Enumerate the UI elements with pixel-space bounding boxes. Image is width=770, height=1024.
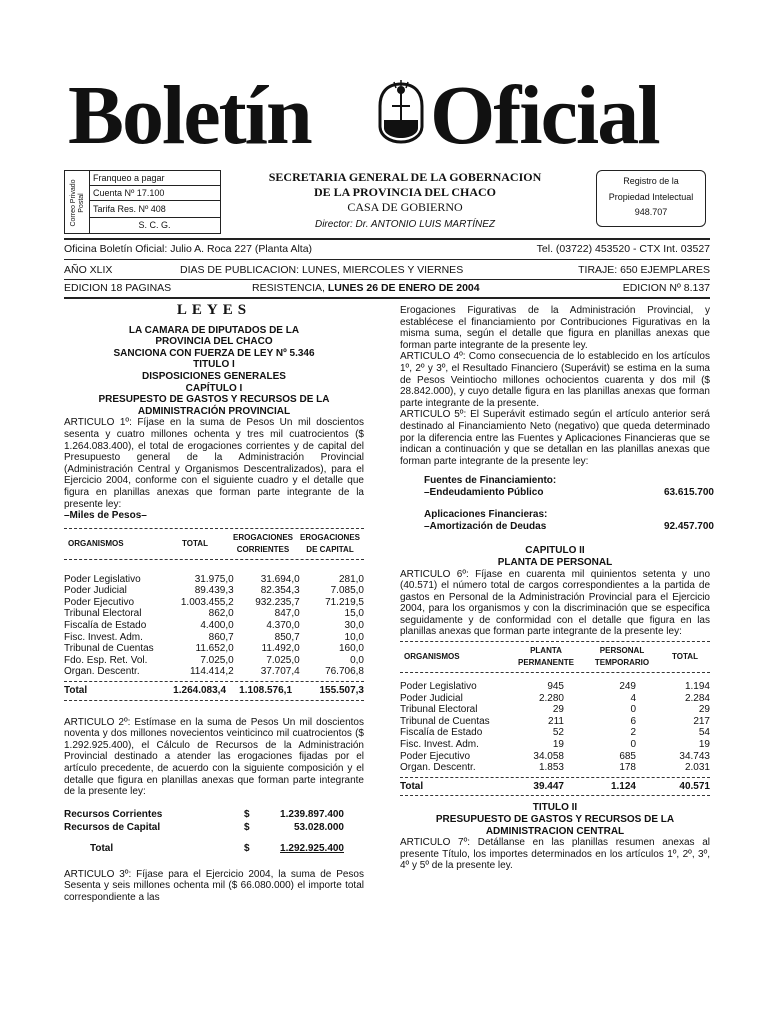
row-value: 860,7 — [208, 631, 234, 643]
law-heading: ADMINISTRACIÓN PROVINCIAL — [137, 405, 291, 417]
title-heading: TITULO II — [532, 802, 578, 814]
divider — [400, 641, 710, 642]
table-row — [400, 751, 710, 763]
table-row — [400, 693, 710, 705]
row-label: Tribunal de Cuentas — [400, 715, 490, 727]
row-value: 19 — [552, 739, 564, 751]
divider — [64, 559, 364, 560]
issuer-line: DE LA PROVINCIA DEL CHACO — [313, 185, 497, 199]
divider — [64, 279, 710, 280]
row-value: 850,7 — [274, 631, 300, 643]
currency: $ — [244, 808, 250, 820]
table-row — [64, 585, 364, 597]
total-value: 155.507,3 — [319, 685, 364, 697]
financing-value: 92.457.700 — [663, 521, 714, 533]
row-value: 34.058 — [533, 750, 564, 762]
divider — [64, 238, 710, 240]
financing-table — [424, 475, 714, 533]
row-label: Tribunal Electoral — [400, 704, 478, 716]
row-value: 4.400,0 — [200, 620, 234, 632]
row-value: 217 — [693, 715, 710, 727]
row-value: 7.025,0 — [200, 654, 234, 666]
financing-label: –Amortización de Deudas — [424, 521, 547, 533]
left-column — [64, 302, 364, 904]
table-row — [64, 620, 364, 632]
financing-label: –Endeudamiento Público — [424, 487, 544, 499]
row-value: 1.003.455,2 — [180, 596, 234, 608]
row-value: 71.219,5 — [325, 596, 364, 608]
article-7: ARTICULO 7º: Detállanse en las planillas resumen anexas al presente Título, los importes determinados en los artículos 1º, 2º, 3º, 4º y 5º de la presente ley. — [400, 837, 710, 872]
year-label: AÑO XLIX — [64, 264, 113, 276]
right-column — [400, 305, 714, 872]
row-value: 4.370,0 — [266, 620, 300, 632]
row-value: 211 — [548, 715, 564, 727]
total-value: 1.124 — [610, 780, 636, 792]
row-label: Fiscalía de Estado — [64, 620, 147, 632]
row-label: Poder Legislativo — [64, 573, 141, 585]
table-row — [64, 655, 364, 667]
law-heading: CAPÍTULO I — [185, 382, 243, 394]
total-label: Total — [400, 780, 424, 792]
masthead-title-left: Boletín — [68, 69, 311, 162]
row-value: 2.284 — [684, 692, 710, 704]
issuer-header — [240, 170, 570, 233]
divider — [64, 700, 364, 701]
title-heading: PRESUPUESTO DE GASTOS Y RECURSOS DE LA — [435, 814, 675, 825]
office-phone: Tel. (03722) 453520 - CTX Int. 03527 — [536, 243, 710, 255]
resources-table — [64, 808, 364, 855]
article-3-continued: Erogaciones Figurativas de la Administración Provincial, y establécese el financiamiento por Contribuciones Figurativas en la misma suma, según el detalle que figura en planillas anexas que forman parte integrante de la presente ley. — [400, 305, 710, 351]
row-value: 0,0 — [350, 654, 364, 666]
total-value: 39.447 — [533, 780, 564, 792]
row-value: 4 — [630, 692, 636, 704]
divider — [64, 297, 710, 299]
personnel-table-body — [400, 681, 710, 774]
table-header: PERSONAL TEMPORARIO — [594, 646, 650, 668]
postal-box — [64, 170, 221, 234]
row-value: 1.853 — [538, 762, 564, 774]
row-value: 178 — [619, 762, 636, 774]
row-label: Poder Legislativo — [400, 681, 477, 693]
row-value: 54 — [698, 727, 710, 739]
table-row — [64, 608, 364, 620]
personnel-table — [400, 645, 710, 669]
print-run: TIRAJE: 650 EJEMPLARES — [578, 264, 710, 276]
law-heading: SANCIONA CON FUERZA DE LEY Nº 5.346 — [113, 347, 315, 359]
resource-label: Recursos de Capital — [64, 821, 161, 833]
edition-number: EDICION Nº 8.137 — [622, 282, 710, 294]
publication-days: DIAS DE PUBLICACION: LUNES, MIERCOLES Y VIERNES — [180, 264, 464, 276]
table-row — [64, 597, 364, 609]
chapter-heading: CAPITULO II — [525, 545, 585, 557]
chapter-heading: PLANTA DE PERSONAL — [497, 556, 613, 568]
budget-table — [64, 532, 364, 556]
masthead — [0, 69, 770, 162]
row-value: 2.031 — [684, 762, 710, 774]
table-row — [400, 681, 710, 693]
total-value: 1.264.083,4 — [173, 685, 226, 697]
issuer-line: SECRETARIA GENERAL DE LA GOBERNACION — [268, 170, 542, 184]
row-value: 685 — [619, 750, 636, 762]
postal-row: Tarifa Res. Nº 408 — [89, 201, 220, 218]
divider — [400, 672, 710, 673]
personnel-total — [400, 781, 710, 793]
row-value: 160,0 — [338, 643, 364, 655]
row-value: 89.439,3 — [194, 585, 234, 597]
postal-vertical-label: Correo Privado Postal — [65, 171, 90, 233]
divider — [400, 795, 710, 796]
row-label: Organ. Descentr. — [400, 762, 476, 774]
table-header: ORGANISMOS — [404, 652, 460, 662]
total-label: Total — [64, 685, 88, 697]
provincial-seal-icon — [376, 80, 426, 146]
row-value: 862,0 — [208, 608, 234, 620]
row-value: 7.085,0 — [330, 585, 364, 597]
row-value: 34.743 — [679, 750, 710, 762]
resource-value: 1.239.897.400 — [280, 808, 344, 820]
row-value: 6 — [630, 715, 636, 727]
currency: $ — [244, 821, 250, 833]
postal-row: S. C. G. — [138, 220, 171, 230]
table-row — [400, 716, 710, 728]
row-value: 0 — [630, 739, 636, 751]
article-2: ARTICULO 2º: Estímase en la suma de Pesos Un mil doscientos noventa y dos millones novecientos veinticinco mil cuatrocientos ($ 1.292.925.400), el Cálculo de Recursos de la Administración Provincial destinado a atender las erogaciones fijadas por el artículo precedente, de acuerdo con la siguiente composición y el detalle que figura en planillas anexas que forman parte integrante de la presente ley: — [64, 716, 364, 798]
row-value: 52 — [552, 727, 564, 739]
divider — [400, 777, 710, 778]
row-value: 249 — [619, 681, 636, 693]
article-3: ARTICULO 3º: Fíjase para el Ejercicio 2004, la suma de Pesos Sesenta y seis millones ochenta mil ($ 66.080.000) el importe total correspondiente a las — [64, 868, 364, 903]
divider — [64, 528, 364, 529]
row-value: 2.280 — [538, 692, 564, 704]
row-value: 31.975,0 — [194, 573, 234, 585]
table-row — [400, 727, 710, 739]
row-label: Fisc. Invest. Adm. — [64, 631, 143, 643]
masthead-title-right: Oficial — [430, 69, 659, 162]
section-title: LEYES — [176, 302, 252, 318]
registro-line: Propiedad Intelectual — [608, 192, 694, 202]
financing-heading: Aplicaciones Financieras: — [424, 509, 548, 521]
divider — [64, 681, 364, 682]
law-heading: PRESUPESTO DE GASTOS Y RECURSOS DE LA — [98, 394, 330, 406]
postal-row: Cuenta Nº 17.100 — [89, 186, 220, 201]
table-header: TOTAL — [182, 538, 208, 548]
units-label: –Miles de Pesos– — [64, 510, 147, 522]
table-row — [400, 762, 710, 774]
total-value: 1.108.576,1 — [239, 685, 292, 697]
budget-table-body — [64, 574, 364, 678]
row-label: Poder Judicial — [64, 585, 127, 597]
director-line: Director: Dr. ANTONIO LUIS MARTÍNEZ — [314, 219, 496, 230]
registro-box — [596, 170, 706, 227]
row-value: 37.707,4 — [260, 666, 300, 678]
table-header: EROGACIONES CORRIENTES — [232, 532, 293, 554]
table-header: PLANTA PERMANENTE — [517, 646, 574, 668]
article-6: ARTICULO 6º: Fíjase en cuarenta mil quinientos setenta y uno (40.571) el número total de cargos correspondientes a la partida de gastos en Personal de la Administración Provincial para el Ejercicio 2004, para los organismos y con la discriminación que se especifica seguidamente y de conformidad con el detalle que figura en las planillas anexas que forman parte integrante de la presente ley: — [400, 568, 710, 638]
table-row — [400, 704, 710, 716]
table-row — [64, 666, 364, 678]
article-5: ARTICULO 5º: El Superávit estimado según el artículo anterior será destinado al Financiamiento Neto (negativo) que queda determinado por la diferencia entre las Fuentes y Aplicaciones Financieras que se indican a continuación y que se detallan en las planillas anexas que forman parte integrante de la presente ley: — [400, 409, 710, 467]
registro-number: 948.707 — [634, 207, 668, 217]
row-value: 15,0 — [344, 608, 364, 620]
row-label: Fdo. Esp. Ret. Vol. — [64, 654, 148, 666]
article-1: ARTICULO 1º: Fíjase en la suma de Pesos Un mil doscientos sesenta y cuatro millones ochenta y tres mil cuatrocientos ($ 1.264.083.400), el total de erogaciones corrientes y de capital del Presupuesto general de la Administración Provincial (Administración Central y Organismos Descentralizados), para el Ejercicio 2004, conforme con el siguiente cuadro y el detalle que figura en planillas anexas que forman parte integrante de la presente ley: — [64, 417, 364, 510]
total-value: 40.571 — [679, 780, 710, 792]
resource-value: 53.028.000 — [293, 821, 344, 833]
row-value: 31.694,0 — [260, 573, 300, 585]
law-heading: LA CAMARA DE DIPUTADOS DE LA — [128, 324, 300, 336]
issue-date: RESISTENCIA, LUNES 26 DE ENERO DE 2004 — [252, 282, 480, 294]
row-value: 10,0 — [344, 631, 364, 643]
table-row — [64, 632, 364, 644]
law-heading: TITULO I — [193, 359, 235, 371]
row-value: 82.354,3 — [260, 585, 300, 597]
law-heading: DISPOSICIONES GENERALES — [142, 370, 286, 382]
resource-total-value: 1.292.925.400 — [280, 842, 344, 854]
row-label: Fisc. Invest. Adm. — [400, 739, 479, 751]
postal-row: Franqueo a pagar — [89, 171, 220, 186]
title-heading: ADMINISTRACION CENTRAL — [485, 825, 625, 837]
row-value: 0 — [630, 704, 636, 716]
resource-total-label: Total — [90, 842, 114, 854]
row-value: 114.414,2 — [189, 666, 234, 678]
row-value: 76.706,8 — [325, 666, 364, 678]
row-value: 29 — [552, 704, 564, 716]
currency: $ — [244, 842, 250, 854]
office-address: Oficina Boletín Oficial: Julio A. Roca 227 (Planta Alta) — [64, 243, 313, 255]
row-value: 11.492,0 — [261, 643, 300, 655]
row-value: 11.652,0 — [195, 643, 234, 655]
row-label: Poder Ejecutivo — [64, 596, 135, 608]
row-value: 19 — [698, 739, 710, 751]
row-value: 932.235,7 — [255, 596, 300, 608]
table-row — [400, 739, 710, 751]
row-label: Poder Ejecutivo — [400, 750, 471, 762]
budget-total — [64, 685, 364, 697]
row-value: 29 — [698, 704, 710, 716]
table-header: TOTAL — [672, 652, 698, 662]
divider — [64, 259, 710, 260]
row-label: Organ. Descentr. — [64, 666, 140, 678]
table-row — [64, 574, 364, 586]
row-value: 7.025,0 — [266, 654, 300, 666]
table-header: ORGANISMOS — [68, 538, 124, 548]
table-header: EROGACIONES DE CAPITAL — [299, 532, 360, 554]
page-count: EDICION 18 PAGINAS — [64, 282, 172, 294]
row-label: Poder Judicial — [400, 692, 463, 704]
row-value: 945 — [547, 681, 564, 693]
financing-value: 63.615.700 — [663, 487, 714, 499]
row-label: Fiscalía de Estado — [400, 727, 483, 739]
registro-line: Registro de la — [623, 176, 679, 186]
row-value: 1.194 — [684, 681, 710, 693]
row-value: 30,0 — [344, 620, 364, 632]
row-value: 847,0 — [274, 608, 300, 620]
resource-label: Recursos Corrientes — [64, 808, 163, 820]
article-4: ARTICULO 4º: Como consecuencia de lo establecido en los artículos 1º, 2º y 3º, el Resultado Financiero (Superávit) se estima en la suma de Pesos Veintiocho millones ochocientos cuarenta y dos mil ($ 28.842.000), y cuyo detalle figura en las planillas anexas que forman parte integrante de la presente. — [400, 351, 710, 409]
issuer-line: CASA DE GOBIERNO — [347, 200, 463, 214]
financing-heading: Fuentes de Financiamiento: — [424, 475, 557, 487]
row-label: Tribunal Electoral — [64, 608, 142, 620]
table-row — [64, 643, 364, 655]
row-value: 2 — [630, 727, 636, 739]
row-label: Tribunal de Cuentas — [64, 643, 154, 655]
law-heading: PROVINCIA DEL CHACO — [155, 336, 273, 348]
row-value: 281,0 — [338, 573, 364, 585]
